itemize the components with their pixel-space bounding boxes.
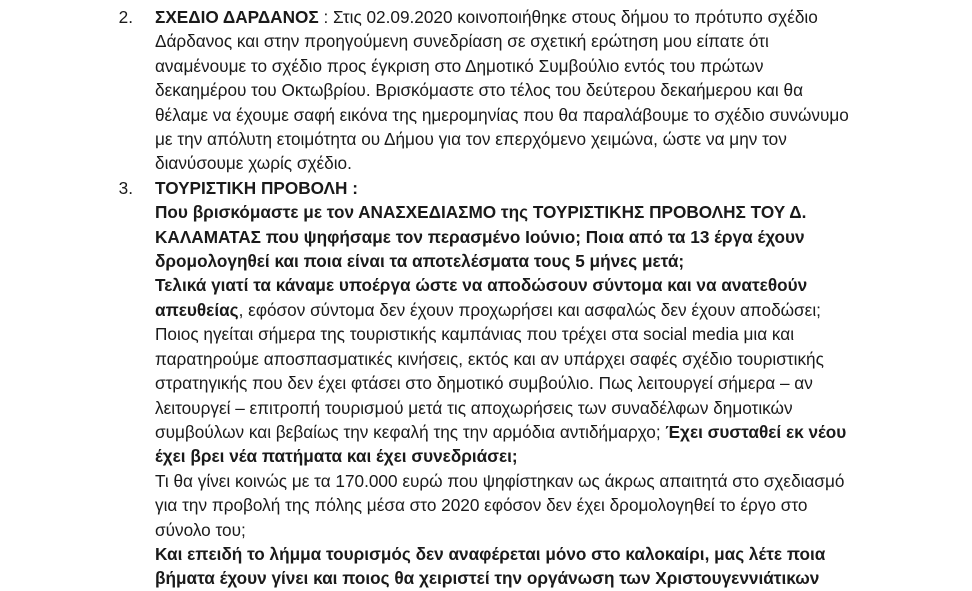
text-line: Δάρδανος και στην προηγούμενη συνεδρίαση σε σχετική ερώτηση μου είπατε ότι xyxy=(155,31,769,52)
paragraph-subprojects xyxy=(155,273,932,322)
text-line: Τι θα γίνει κοινώς με τα 170.000 ευρώ που ψηφίστηκαν ως άκρως απαιτητά στο σχεδιασμό xyxy=(155,470,845,491)
paragraph-budget xyxy=(155,469,932,542)
item-heading: ΣΧΕΔΙΟ ΔΑΡΔΑΝΟΣ xyxy=(155,7,319,27)
text-line: δρομολογηθεί και ποια είναι τα αποτελέσματα τους 5 μήνες μετά; xyxy=(155,251,685,272)
text-line: Που βρισκόμαστε με τον ΑΝΑΣΧΕΔΙΑΣΜΟ της ΤΟΥΡΙΣΤΙΚΗΣ ΠΡΟΒΟΛΗΣ ΤΟΥ Δ. xyxy=(155,202,807,223)
heading-separator: : xyxy=(347,177,358,198)
text-line: έχει βρει νέα πατήματα και έχει συνεδριάσει; xyxy=(155,446,518,467)
text-line: στρατηγικής που δεν έχει φτάσει στο δημοτικό συμβούλιο. Πως λειτουργεί σήμερα – αν xyxy=(155,373,813,394)
text-line: λειτουργεί – επιτροπή τουρισμού μετά τις αποχωρήσεις των συναδέλφων δημοτικών xyxy=(155,397,793,418)
paragraph-campaign xyxy=(155,322,932,468)
text-line: Ποιος ηγείται σήμερα της τουριστικής καμπάνιας που τρέχει στα social media μια και xyxy=(155,324,795,345)
item-body xyxy=(155,176,932,591)
text-line: Στις 02.09.2020 κοινοποιήθηκε στους δήμου το πρότυπο σχέδιο xyxy=(333,7,818,27)
text-line: δεκαημέρου του Οκτωβρίου. Βρισκόμαστε στο τέλος του δεύτερου δεκαήμερου και θα xyxy=(155,80,804,101)
item-number: 3. xyxy=(118,177,133,198)
text-line: διανύσουμε χωρίς σχέδιο. xyxy=(155,153,352,174)
text-bold: απευθείας xyxy=(155,299,239,320)
item-heading-line xyxy=(155,176,932,200)
text-bold: Έχει συσταθεί εκ νέου xyxy=(660,421,847,442)
text-line: συμβούλων και βεβαίως την κεφαλή της την αρμόδια αντιδήμαρχο; xyxy=(155,421,661,442)
text-line: ΚΑΛΑΜΑΤΑΣ που ψηφήσαμε τον περασμένο Ιούνιο; Ποια από τα 13 έργα έχουν xyxy=(155,226,805,247)
paragraph-christmas xyxy=(155,542,932,591)
item-heading: ΤΟΥΡΙΣΤΙΚΗ ΠΡΟΒΟΛΗ xyxy=(155,177,348,198)
text-line: θέλαμε να έχουμε σαφή εικόνα της ημερομηνίας που θα παραλάβουμε το σχέδιο συνώνυμο xyxy=(155,104,849,125)
text-line: Τελικά γιατί τα κάναμε υποέργα ώστε να αποδώσουν σύντομα και να ανατεθούν xyxy=(155,275,808,296)
list-item-2 xyxy=(0,5,932,176)
text-line: , εφόσον σύντομα δεν έχουν προχωρήσει και ασφαλώς δεν έχουν αποδώσει; xyxy=(238,299,821,320)
text-line: για την προβολή της πόλης μέσα στο 2020 εφόσον δεν έχει δρομολογηθεί το έργο στο xyxy=(155,495,808,516)
item-body xyxy=(155,5,932,176)
text-line: παρατηρούμε αποσπασματικές κινήσεις, εκτός και αν υπάρχει σαφές σχέδιο τουριστικής xyxy=(155,348,824,369)
heading-separator: : xyxy=(318,7,334,27)
text-line: σύνολο του; xyxy=(155,519,246,540)
paragraph-tourism-question xyxy=(155,200,932,273)
paragraph-dardanos xyxy=(155,5,932,176)
text-line: αναμένουμε το σχέδιο προς έγκριση στο Δημοτικό Συμβούλιο εντός του πρώτων xyxy=(155,55,764,76)
text-line: Και επειδή το λήμμα τουρισμός δεν αναφέρεται μόνο στο καλοκαίρι, μας λέτε ποια xyxy=(155,543,826,564)
text-line: βήματα έχουν γίνει και ποιος θα χειριστεί την οργάνωση των Χριστουγεννιάτικων xyxy=(155,568,820,589)
list-item-3 xyxy=(0,176,932,591)
text-line: με την απόλυτη ετοιμότητα ου Δήμου για τον επερχόμενο χειμώνα, ώστε να μην τον xyxy=(155,129,787,150)
item-number: 2. xyxy=(118,7,133,27)
